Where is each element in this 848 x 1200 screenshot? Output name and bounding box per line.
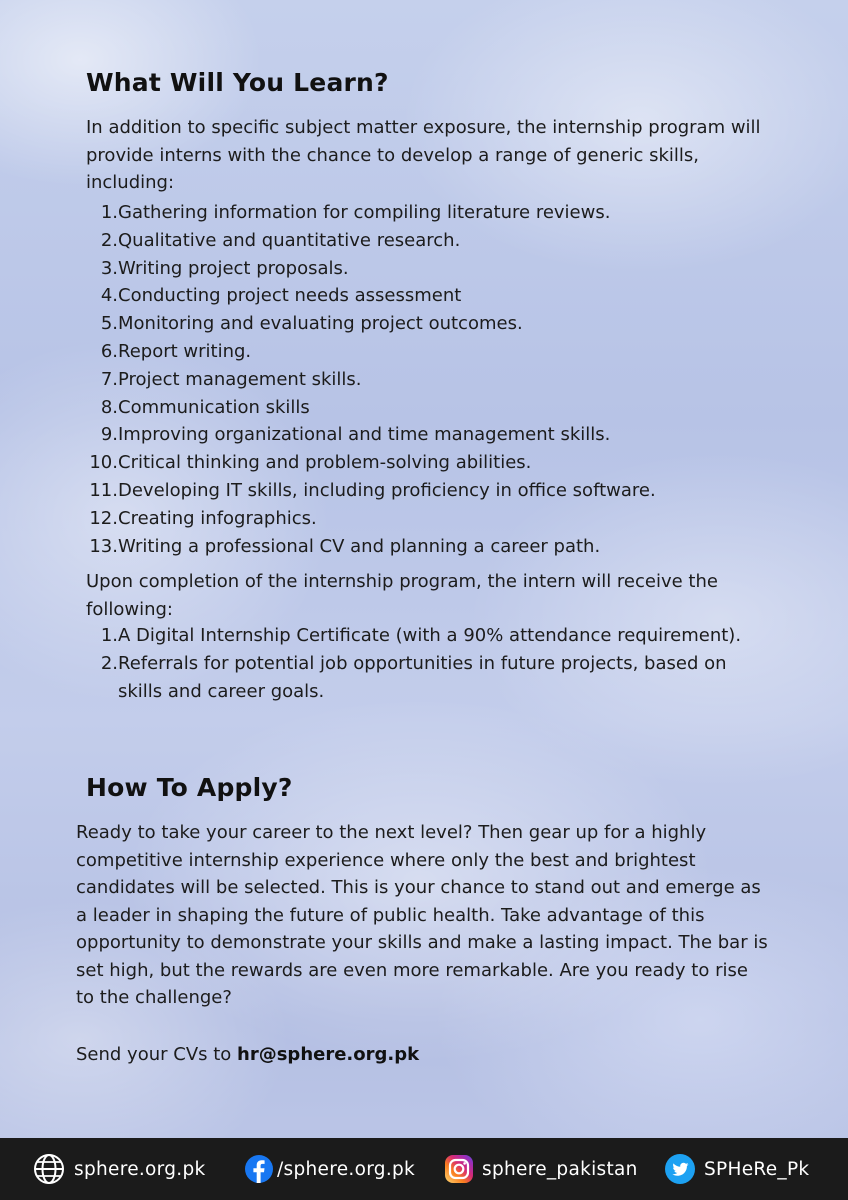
list-number: 1. [100, 625, 118, 646]
list-number: 10. [89, 452, 118, 474]
footer-bar [0, 1138, 848, 1200]
list-item [86, 227, 766, 255]
list-text: Gathering information for compiling literature reviews. [118, 202, 611, 223]
list-item [86, 533, 766, 561]
list-text: Referrals for potential job opportunities in future projects, based on skills and career goals. [118, 652, 727, 702]
email-link[interactable]: hr@sphere.org.pk [237, 1044, 420, 1065]
send-cv-line [76, 1041, 776, 1069]
list-item [86, 477, 766, 505]
list-text: Creating infographics. [118, 507, 317, 529]
learn-heading: What Will You Learn? [86, 68, 389, 97]
website-label: sphere.org.pk [74, 1158, 206, 1180]
footer-facebook[interactable] [244, 1138, 415, 1200]
list-number: 3. [100, 257, 118, 279]
list-number: 2. [100, 652, 118, 674]
send-prefix: Send your CVs to [76, 1044, 238, 1065]
list-number: 4. [100, 285, 118, 307]
twitter-label: SPHeRe_Pk [704, 1158, 810, 1180]
twitter-icon [664, 1153, 696, 1185]
list-item [86, 421, 766, 449]
list-item [86, 366, 766, 394]
skills-list [86, 199, 766, 560]
completion-list [86, 622, 766, 705]
list-item [86, 650, 766, 706]
list-item [86, 255, 766, 283]
list-item [86, 449, 766, 477]
list-item [86, 199, 766, 227]
list-text: A Digital Internship Certificate (with a 90% attendance requirement). [118, 625, 742, 646]
footer-twitter[interactable] [664, 1138, 809, 1200]
footer-instagram[interactable] [444, 1138, 638, 1200]
list-item [86, 310, 766, 338]
list-text: Improving organizational and time management skills. [118, 424, 611, 446]
list-text: Conducting project needs assessment [118, 285, 462, 307]
list-number: 5. [100, 313, 118, 335]
completion-intro: Upon completion of the internship program, the intern will receive the following: [86, 571, 718, 620]
list-number: 8. [100, 396, 118, 418]
list-text: Report writing. [118, 340, 252, 362]
list-text: Writing project proposals. [118, 257, 349, 279]
instagram-icon [444, 1154, 474, 1184]
list-text: Qualitative and quantitative research. [118, 229, 461, 251]
list-number: 6. [100, 340, 118, 362]
list-item [86, 338, 766, 366]
list-text: Developing IT skills, including proficiency in office software. [118, 479, 656, 501]
list-item [86, 622, 766, 650]
list-number: 7. [100, 368, 118, 390]
footer-website[interactable] [32, 1138, 206, 1200]
globe-icon [32, 1152, 66, 1186]
list-number: 13. [89, 535, 118, 557]
list-number: 9. [100, 424, 118, 446]
list-text: Project management skills. [118, 368, 362, 390]
list-text: Monitoring and evaluating project outcomes. [118, 313, 523, 335]
apply-body: Ready to take your career to the next level? Then gear up for a highly competitive internship experience where only the best and brightest candidates will be selected. This is your chance to stand out and emerge as a leader in shaping the future of public health. Take advantage of this opportunity to demonstrate your skills and make a lasting impact. The bar is set high, but the rewards are even more remarkable. Are you ready to rise to the challenge? [76, 822, 768, 1008]
list-item [86, 282, 766, 310]
facebook-label: /sphere.org.pk [277, 1158, 416, 1180]
apply-heading: How To Apply? [86, 773, 293, 802]
instagram-label: sphere_pakistan [482, 1158, 638, 1180]
list-text: Critical thinking and problem-solving abilities. [118, 452, 532, 474]
list-item [86, 394, 766, 422]
list-number: 11. [89, 479, 118, 501]
list-number: 1. [100, 202, 118, 223]
facebook-icon [244, 1154, 274, 1184]
list-text: Communication skills [118, 396, 310, 418]
list-number: 12. [89, 507, 118, 529]
list-text: Writing a professional CV and planning a career path. [118, 535, 601, 557]
list-number: 2. [100, 229, 118, 251]
list-item [86, 505, 766, 533]
learn-intro: In addition to specific subject matter exposure, the internship program will provide interns with the chance to develop a range of generic skills, including: [86, 117, 761, 193]
